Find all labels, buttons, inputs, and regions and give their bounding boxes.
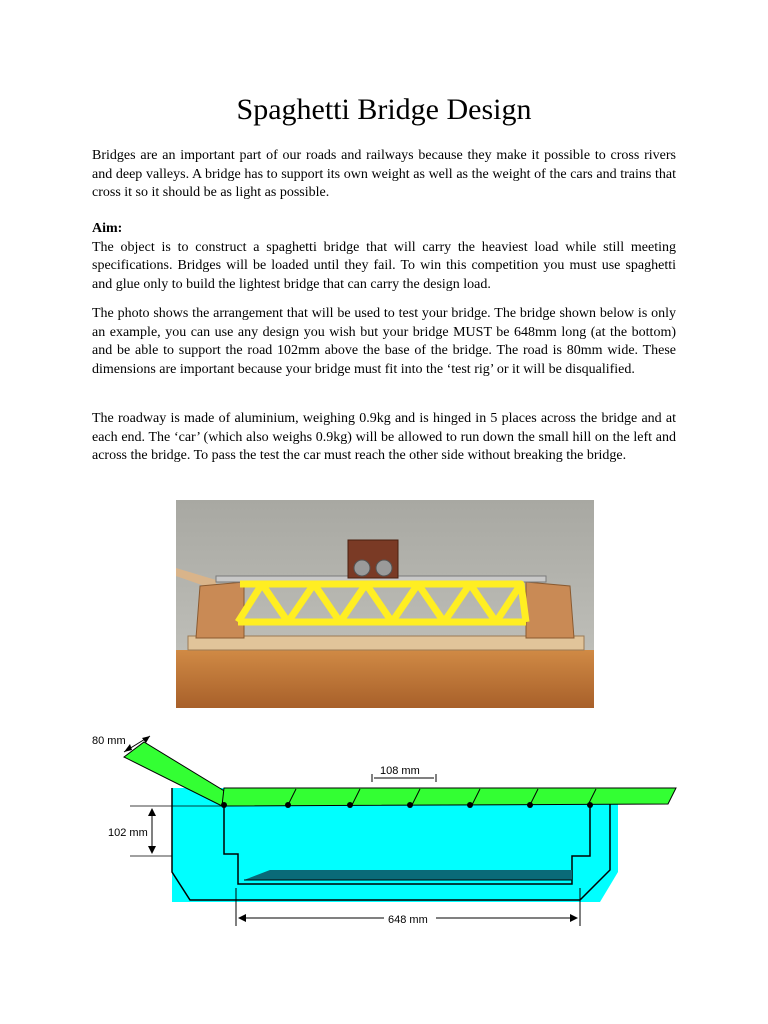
bridge-diagram bbox=[0, 722, 768, 942]
span-label: 108 mm bbox=[380, 765, 420, 777]
aim-section bbox=[92, 220, 676, 294]
test-rig-photo bbox=[176, 500, 594, 708]
intro-paragraph: Bridges are an important part of our roads and railways because they make it possible to cross rivers and deep valleys. A bridge has to support its own weight as well as the weight of the cars and trains that cross it so it should be as light as possible. bbox=[92, 148, 676, 200]
aim-paragraph: The object is to construct a spaghetti bridge that will carry the heaviest load while still meeting specifications. Bridges will be loaded until they fail. To win this competition you must use spaghetti and glue only to build the lightest bridge that can carry the design load. bbox=[92, 239, 676, 292]
width-label: 80 mm bbox=[92, 735, 126, 747]
height-label: 102 mm bbox=[108, 827, 148, 839]
photo-paragraph: The photo shows the arrangement that will be used to test your bridge. The bridge shown below is only an example, you can use any design you wish but your bridge MUST be 648mm long (at the bottom) and be able to support the road 102mm above the base of the bridge. The road is 80mm wide. These dimensions are important because your bridge must fit into the ‘test rig’ or it will be disqualified. bbox=[92, 306, 676, 377]
page-title: Spaghetti Bridge Design bbox=[236, 93, 532, 126]
aim-heading: Aim: bbox=[92, 221, 123, 236]
length-label: 648 mm bbox=[388, 914, 428, 926]
roadway-paragraph: The roadway is made of aluminium, weighing 0.9kg and is hinged in 5 places across the bridge and at each end. The ‘car’ (which also weighs 0.9kg) will be allowed to run down the small hill on the left and across the bridge. To pass the test the car must reach the other side without breaking the bridge. bbox=[92, 411, 676, 463]
